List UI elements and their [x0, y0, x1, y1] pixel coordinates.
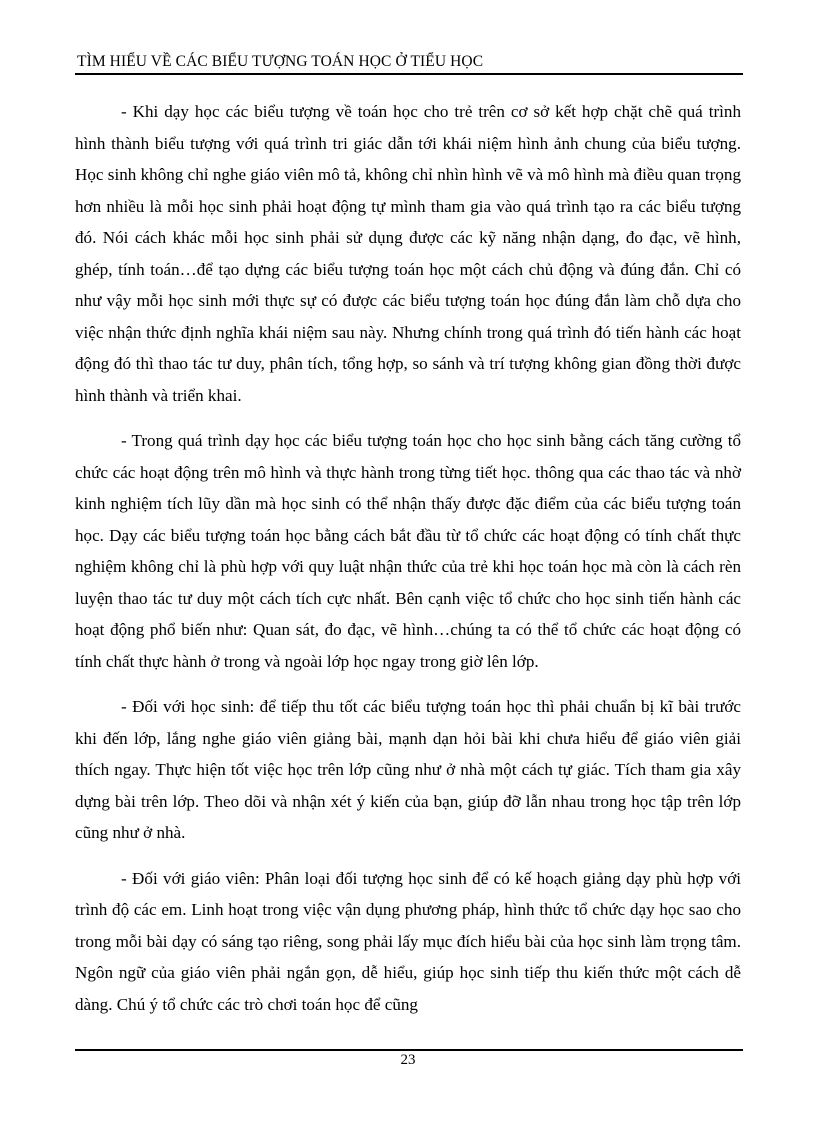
page-header — [75, 52, 743, 78]
paragraph-for-teachers: - Đối với giáo viên: Phân loại đối tượng học sinh để có kế hoạch giảng dạy phù hợp với trình độ các em. Linh hoạt trong việc vận dụng phương pháp, hình thức tổ chức dạy học sao cho trong mỗi bài dạy có sáng tạo riêng, song phải lấy mục đích hiểu bài của học sinh làm trọng tâm. Ngôn ngữ của giáo viên phải ngắn gọn, dễ hiểu, giúp học sinh tiếp thu kiến thức một cách dễ dàng. Chú ý tổ chức các trò chơi toán học để cũng — [75, 868, 741, 1014]
page-number: 23 — [400, 1052, 416, 1068]
paragraph-for-students: - Đối với học sinh: để tiếp thu tốt các biểu tượng toán học thì phải chuẩn bị kĩ bài trước khi đến lớp, lắng nghe giáo viên giảng bài, mạnh dạn hỏi bài khi chưa hiểu để giáo viên giải thích ngay. Thực hiện tốt việc học trên lớp cũng như ở nhà một cách tự giác. Tích tham gia xây dựng bài trên lớp. Theo dõi và nhận xét ý kiến của bạn, giúp đỡ lẫn nhau trong học tập trên lớp cũng như ở nhà. — [75, 697, 741, 842]
paragraph-teaching-process: - Trong quá trình dạy học các biểu tượng toán học cho học sinh bằng cách tăng cường tổ chức các hoạt động trên mô hình và thực hành trong từng tiết học. thông qua các thao tác và nhờ kinh nghiệm tích lũy dần mà học sinh có thể nhận thấy được đặc điểm của các biểu tượng toán học. Dạy các biểu tượng toán học bằng cách bắt đầu từ tổ chức các hoạt động có tính chất thực nghiệm không chỉ là phù hợp với quy luật nhận thức của trẻ khi học toán học mà còn là cách rèn luyện thao tác tư duy một cách tích cực nhất. Bên cạnh việc tổ chức cho học sinh tiến hành các hoạt động phổ biến như: Quan sát, đo đạc, vẽ hình…chúng ta có thể tổ chức các hoạt động có tính chất thực hành ở trong và ngoài lớp học ngay trong giờ lên lớp. — [75, 431, 741, 671]
paragraph-teaching-symbols: - Khi dạy học các biểu tượng về toán học cho trẻ trên cơ sở kết hợp chặt chẽ quá trình hình thành biểu tượng với quá trình tri giác dẫn tới khái niệm hình ảnh chung của biểu tượng. Học sinh không chỉ nghe giáo viên mô tả, không chỉ nhìn hình vẽ và mô hình mà điều quan trọng hơn nhiều là mỗi học sinh phải hoạt động tự mình tham gia vào quá trình tạo ra các biểu tượng đó. Nói cách khác mỗi học sinh phải sử dụng được các kỹ năng nhận dạng, đo đạc, vẽ hình, ghép, tính toán…để tạo dựng các biểu tượng toán học một cách chủ động và đúng đắn. Chỉ có như vậy mỗi học sinh mới thực sự có được các biểu tượng toán học đúng đắn làm chỗ dựa cho việc nhận thức định nghĩa khái niệm sau này. Nhưng chính trong quá trình đó tiến hành các hoạt động đó thì thao tác tư duy, phân tích, tổng hợp, so sánh và trí tượng không gian đồng thời được hình thành và triển khai. — [75, 102, 741, 405]
header-title: TÌM HIỂU VỀ CÁC BIỂU TƯỢNG TOÁN HỌC Ở TIỂU HỌC — [77, 53, 484, 70]
header-rule — [75, 73, 743, 75]
footer-rule — [75, 1049, 743, 1051]
body-text — [75, 96, 741, 1034]
